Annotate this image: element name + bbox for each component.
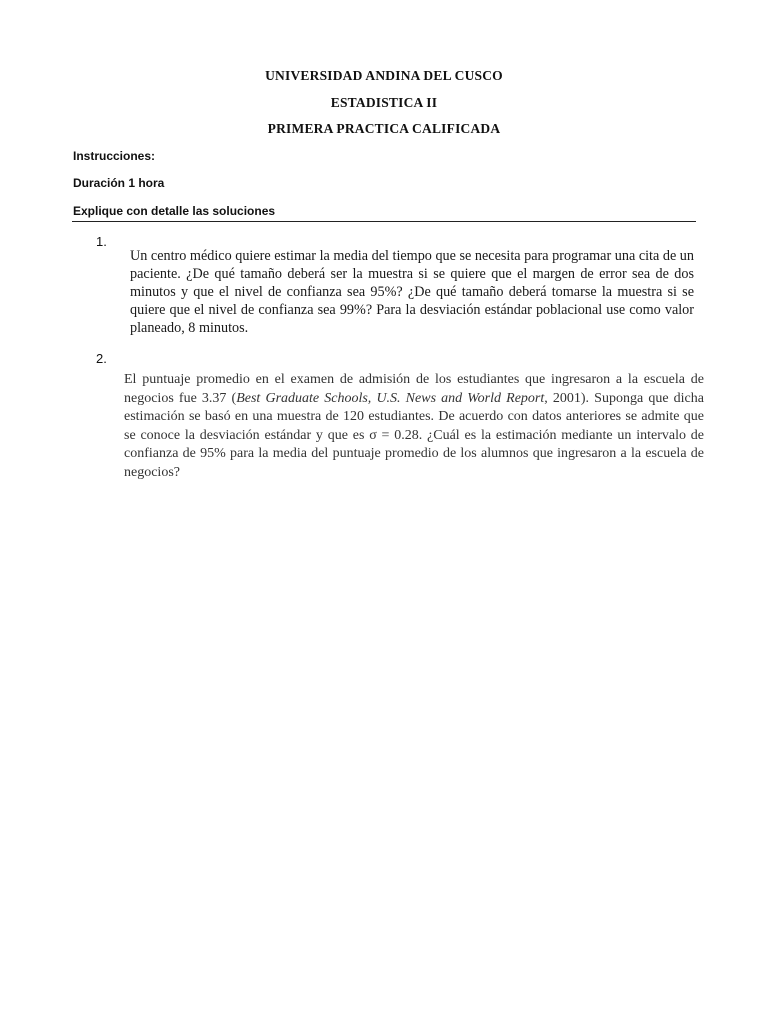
duration-label: Duración 1 hora xyxy=(73,176,165,190)
question-2-number: 2. xyxy=(96,351,107,366)
explain-label: Explique con detalle las soluciones xyxy=(73,204,276,218)
question-1-number: 1. xyxy=(96,234,107,249)
question-2-text xyxy=(124,371,704,482)
question-2-source: Best Graduate Schools, U.S. News and World Report xyxy=(236,390,545,406)
course-title: ESTADISTICA II xyxy=(330,95,438,110)
instructions-label: Instrucciones: xyxy=(73,149,156,163)
university-title: UNIVERSIDAD ANDINA DEL CUSCO xyxy=(265,68,503,83)
question-2-text-after: , 2001). Suponga que dicha estimación se basó en una muestra de 120 estudiantes. De acuerdo con datos anteriores se admite que se conoce la desviación estándar y que es σ = 0.28. ¿Cuál es la estimación mediante un intervalo de confianza de 95% para la media del puntuaje promedio de los alumnos que ingresaron a la escuela de negocios? xyxy=(124,390,704,480)
question-1-text: Un centro médico quiere estimar la media del tiempo que se necesita para programar una cita de un paciente. ¿De qué tamaño deberá ser la muestra si se quiere que el margen de error sea de dos minutos y que el nivel de confianza sea 95%? ¿De qué tamaño deberá tomarse la muestra si se quiere que el nivel de confianza sea 99%? Para la desviación estándar poblacional use como valor planeado, 8 minutos. xyxy=(130,248,694,336)
question-2-text-before: El puntuaje promedio en el examen de admisión de los estudiantes que ingresaron a la escuela de negocios fue 3.37 ( xyxy=(124,372,704,406)
exam-title: PRIMERA PRACTICA CALIFICADA xyxy=(267,121,501,136)
header-divider xyxy=(72,221,696,222)
